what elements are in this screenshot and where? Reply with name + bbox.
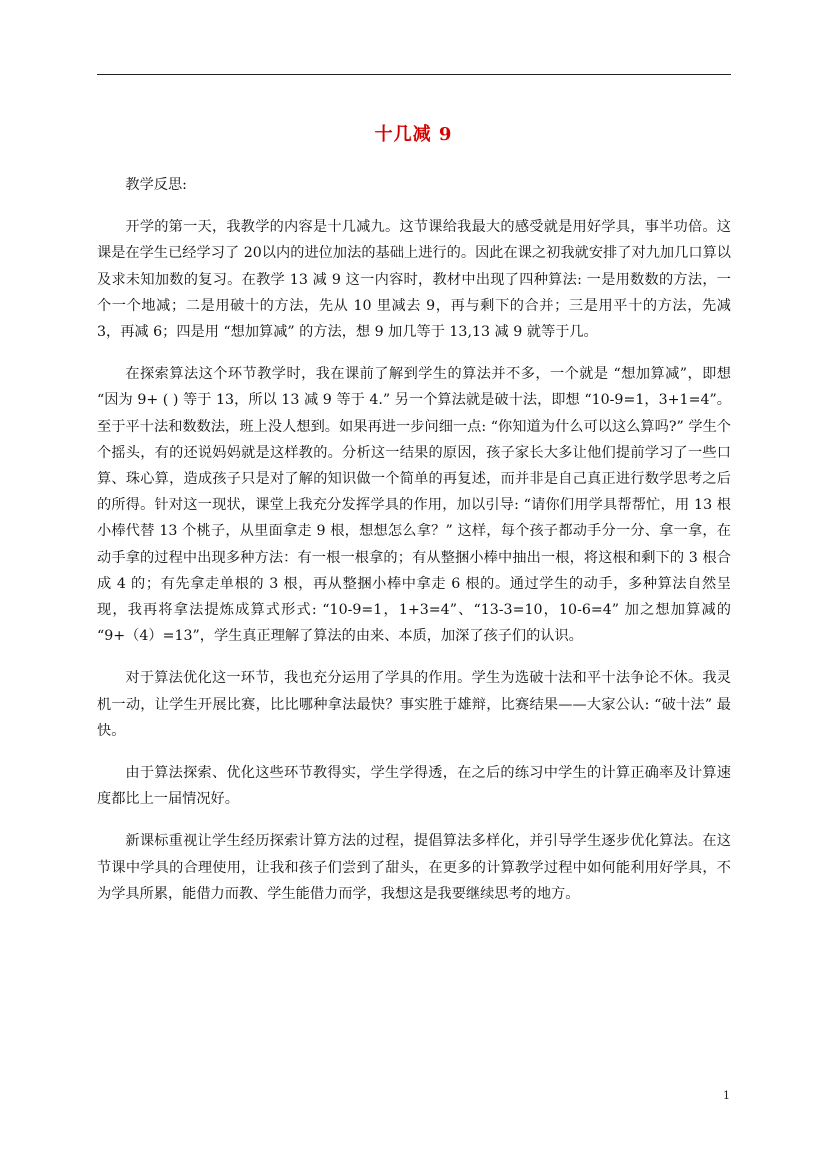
paragraph-2: 在探索算法这个环节教学时，我在课前了解到学生的算法并不多，一个就是 “想加算减”，即想 “因为 9+ ( ) 等于 13，所以 13 减 9 等于 4.” 另一个算法就是破十法，即想 “10-9=1，3+1=4”。至于平十法和数数法，班上没人想到。如果再进一步问细一点: “你知道为什么可以这么算吗?” 学生个个摇头，有的还说妈妈就是这样教的。分析这一结果的原因，孩子家长大多让他们提前学习了一些口算、珠心算，造成孩子只是对了解的知识做一个简单的再复述，而并非是自己真正进行数学思考之后的所得。针对这一现状，课堂上我充分发挥学具的作用，加以引导: “请你们用学具帮帮忙，用 13 根小棒代替 13 个桃子，从里面拿走 9 根，想想怎么拿？” 这样，每个孩子都动手分一分、拿一拿，在动手拿的过程中出现多种方法：有一根一根拿的；有从整捆小棒中抽出一根，将这根和剩下的 3 根合成 4 的；有先拿走单根的 3 根，再从整捆小棒中拿走 6 根的。通过学生的动手，多种算法自然呈现，我再将拿法提炼成算式形式: “10-9=1，1+3=4”、“13-3=10，10-6=4” 加之想加算减的 “9+（4）=13”，学生真正理解了算法的由来、本质，加深了孩子们的认识。	[97, 366, 731, 645]
paragraph-4: 由于算法探索、优化这些环节教得实，学生学得透，在之后的练习中学生的计算正确率及计算速度都比上一届情况好。	[97, 765, 731, 808]
section-label: 教学反思:	[125, 177, 187, 193]
paragraph-3: 对于算法优化这一环节，我也充分运用了学具的作用。学生为选破十法和平十法争论不休。我灵机一动，让学生开展比赛，比比哪种拿法最快？事实胜于雄辩，比赛结果——大家公认: “破十法” 最快。	[97, 670, 731, 739]
document-title: 十几减 9	[374, 124, 453, 145]
paragraph-5: 新课标重视让学生经历探索计算方法的过程，提倡算法多样化，并引导学生逐步优化算法。在这节课中学具的合理使用，让我和孩子们尝到了甜头，在更多的计算教学过程中如何能利用好学具，不为学具所累，能借力而教、学生能借力而学，我想这是我要继续思考的地方。	[97, 833, 731, 902]
header-rule	[97, 74, 731, 75]
paragraph-1: 开学的第一天，我教学的内容是十几减九。这节课给我最大的感受就是用好学具，事半功倍。这课是在学生已经学习了 20以内的进位加法的基础上进行的。因此在课之初我就安排了对九加几口算以及求未知加数的复习。在教学 13 减 9 这一内容时，教材中出现了四种算法: 一是用数数的方法，一个一个地减；二是用破十的方法，先从 10 里减去 9，再与剩下的合并；三是用平十的方法，先减 3，再减 6；四是用 “想加算减” 的方法，想 9 加几等于 13,13 减 9 就等于几。	[97, 219, 731, 341]
page-number: 1	[723, 1089, 730, 1102]
document-body	[97, 172, 731, 923]
